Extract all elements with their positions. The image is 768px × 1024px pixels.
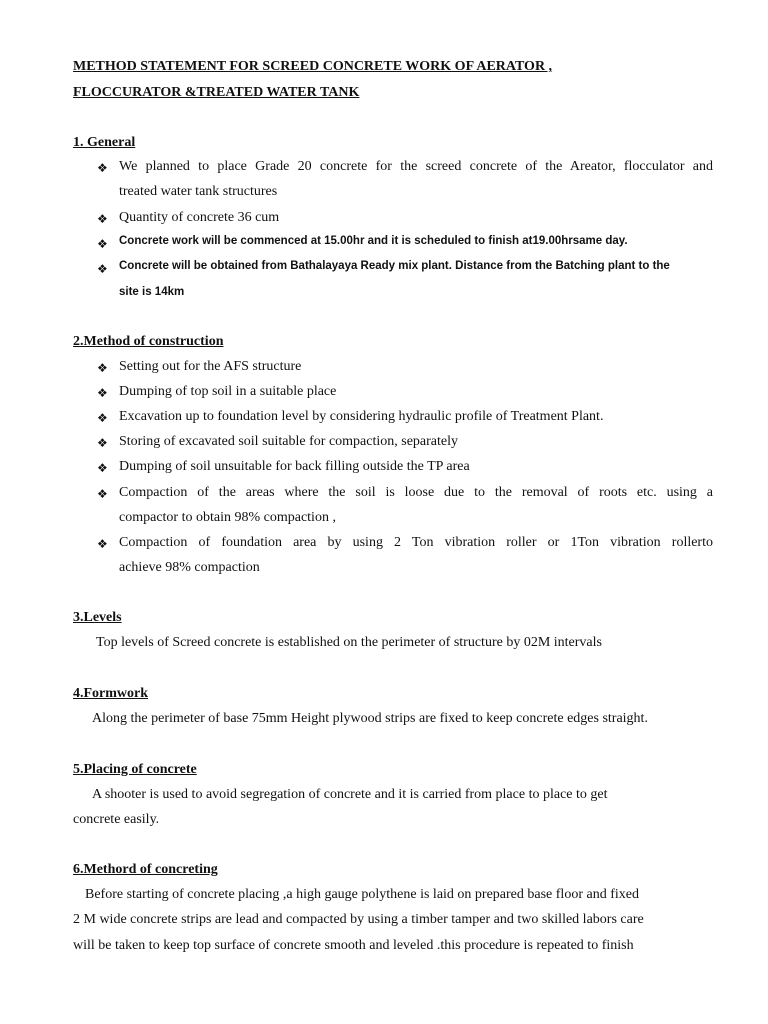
list-item: Dumping of top soil in a suitable place bbox=[119, 384, 337, 399]
list-item: Quantity of concrete 36 cum bbox=[119, 210, 280, 225]
list-item-continuation: treated water tank structures bbox=[119, 184, 278, 199]
bullet-icon: ❖ bbox=[97, 237, 108, 251]
list-item: Compaction of foundation area by using 2 Ton vibration roller or 1Ton vibration rollerto bbox=[119, 535, 713, 550]
paragraph-line: will be taken to keep top surface of concrete smooth and leveled .this procedure is repeated to finish bbox=[73, 938, 634, 953]
bullet-icon: ❖ bbox=[97, 262, 108, 276]
list-item: Setting out for the AFS structure bbox=[119, 359, 302, 374]
bullet-icon: ❖ bbox=[97, 436, 108, 450]
section-heading-concreting: 6.Methord of concreting bbox=[73, 862, 218, 877]
bullet-icon: ❖ bbox=[97, 461, 108, 475]
paragraph-line: Along the perimeter of base 75mm Height plywood strips are fixed to keep concrete edges straight. bbox=[92, 711, 648, 726]
list-item: Concrete will be obtained from Bathalayaya Ready mix plant. Distance from the Batching plant to the bbox=[119, 260, 670, 272]
bullet-icon: ❖ bbox=[97, 212, 108, 226]
bullet-icon: ❖ bbox=[97, 386, 108, 400]
list-item: Concrete work will be commenced at 15.00hr and it is scheduled to finish at19.00hrsame day. bbox=[119, 235, 628, 247]
paragraph-line: A shooter is used to avoid segregation of concrete and it is carried from place to place to get bbox=[92, 787, 608, 802]
bullet-icon: ❖ bbox=[97, 411, 108, 425]
list-item: We planned to place Grade 20 concrete for the screed concrete of the Areator, flocculator and bbox=[119, 159, 713, 174]
document-title-line-1: METHOD STATEMENT FOR SCREED CONCRETE WORK OF AERATOR , bbox=[73, 59, 553, 74]
section-heading-formwork: 4.Formwork bbox=[73, 686, 149, 701]
list-item: Dumping of soil unsuitable for back filling outside the TP area bbox=[119, 459, 470, 474]
paragraph-line: 2 M wide concrete strips are lead and compacted by using a timber tamper and two skilled labors care bbox=[73, 912, 644, 927]
bullet-icon: ❖ bbox=[97, 361, 108, 375]
paragraph-line: Top levels of Screed concrete is established on the perimeter of structure by 02M intervals bbox=[96, 635, 602, 650]
section-heading-general: 1. General bbox=[73, 135, 136, 150]
paragraph-line: Before starting of concrete placing ,a high gauge polythene is laid on prepared base floor and fixed bbox=[85, 887, 639, 902]
list-item-continuation: compactor to obtain 98% compaction , bbox=[119, 510, 336, 525]
list-item-continuation: achieve 98% compaction bbox=[119, 560, 260, 575]
list-item: Storing of excavated soil suitable for compaction, separately bbox=[119, 434, 459, 449]
section-heading-placing: 5.Placing of concrete bbox=[73, 762, 197, 777]
section-heading-method: 2.Method of construction bbox=[73, 334, 224, 349]
list-item-continuation: site is 14km bbox=[119, 286, 185, 298]
bullet-icon: ❖ bbox=[97, 537, 108, 551]
list-item: Excavation up to foundation level by considering hydraulic profile of Treatment Plant. bbox=[119, 409, 604, 424]
bullet-icon: ❖ bbox=[97, 487, 108, 501]
bullet-icon: ❖ bbox=[97, 161, 108, 175]
list-item: Compaction of the areas where the soil is loose due to the removal of roots etc. using a bbox=[119, 485, 713, 500]
document-title-line-2: FLOCCURATOR &TREATED WATER TANK bbox=[73, 85, 360, 100]
paragraph-line: concrete easily. bbox=[73, 812, 160, 827]
section-heading-levels: 3.Levels bbox=[73, 610, 122, 625]
